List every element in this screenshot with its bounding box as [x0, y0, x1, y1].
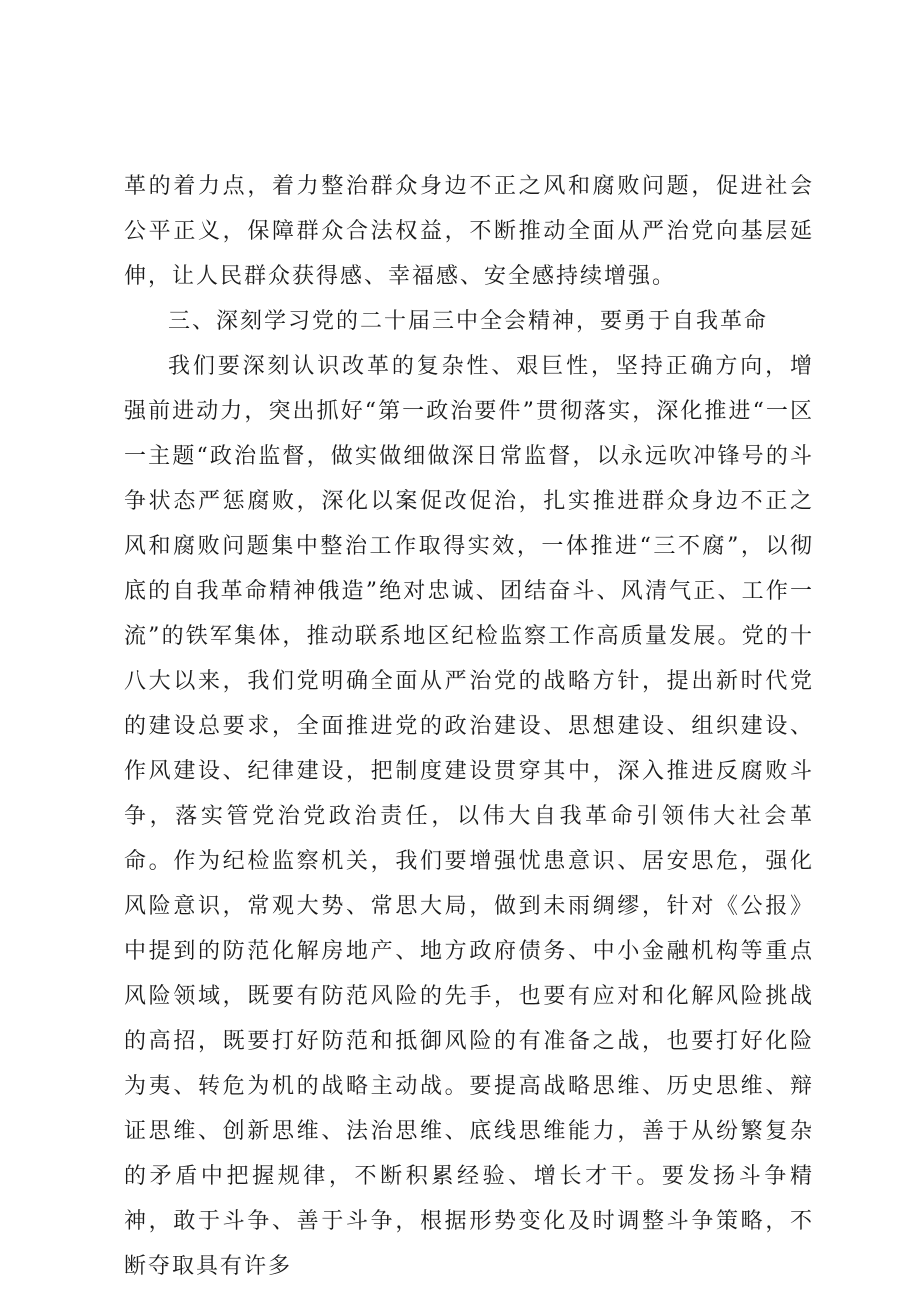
section-heading: 三、深刻学习党的二十届三中全会精神，要勇于自我革命: [168, 309, 769, 334]
document-body: [124, 164, 814, 1289]
paragraph-body: 我们要深刻认识改革的复杂性、艰巨性，坚持正确方向，增强前进动力，突出抓好“第一政治要件”贯彻落实，深化推进“一区一主题“政治监督，做实做细做深日常监督，以永远吹冲锋号的斗争状态严惩腐败，深化以案促改促治，扎实推进群众身边不正之风和腐败问题集中整治工作取得实效，一体推进“三不腐”，以彻底的自我革命精神俄造”绝对忠诚、团结奋斗、风清气正、工作一流”的铁军集体，推动联系地区纪检监察工作高质量发展。党的十八大以来，我们党明确全面从严治党的战略方针，提出新时代党的建设总要求，全面推进党的政治建设、思想建设、组织建设、作风建设、纪律建设，把制度建设贯穿其中，深入推进反腐败斗争，落实管党治党政治责任，以伟大自我革命引领伟大社会革命。作为纪检监察机关，我们要增强忧患意识、居安思危，强化风险意识，常观大势、常思大局，做到未雨绸缪，针对《公报》中提到的防范化解房地产、地方政府债务、中小金融机构等重点风险领域，既要有防范风险的先手，也要有应对和化解风险挑战的高招，既要打好防范和抵御风险的有准备之战，也要打好化险为夷、转危为机的战略主动战。要提高战略思维、历史思维、辩证思维、创新思维、法治思维、底线思维能力，善于从纷繁复杂的矛盾中把握规律，不断积累经验、增长才干。要发扬斗争精神，敢于斗争、善于斗争，根据形势变化及时调整斗争策略，不断夺取具有许多: [124, 354, 814, 1279]
paragraph-continuation: 革的着力点，着力整治群众身边不正之风和腐败问题，促进社会公平正义，保障群众合法权益，不断推动全面从严治党向基层延伸，让人民群众获得感、幸福感、安全感持续增强。: [124, 174, 814, 289]
